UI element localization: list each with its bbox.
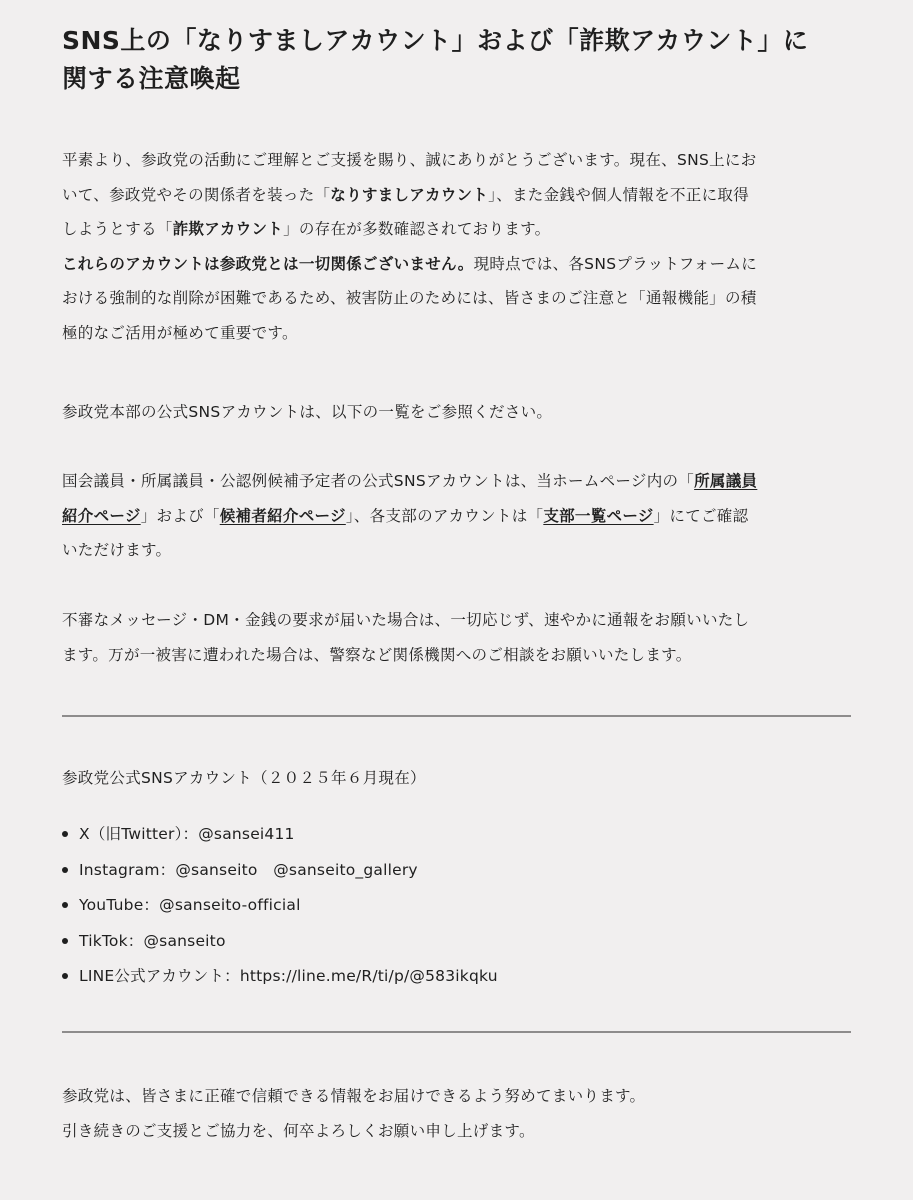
closing-paragraph xyxy=(62,1079,862,1148)
official-note-paragraph xyxy=(62,395,862,430)
accounts-heading: 参政党公式SNSアカウント（２０２５年６月現在） xyxy=(62,769,426,787)
divider-top xyxy=(62,715,851,717)
intro-paragraph xyxy=(62,143,862,350)
members-line-2: 紹介ページ」および「候補者紹介ページ」、各支部のアカウントは「支部一覧ページ」にてご確認 xyxy=(62,506,749,525)
title-line-2: 関する注意喚起 xyxy=(62,64,241,93)
accounts-list xyxy=(62,821,842,999)
branch-list-page-link[interactable]: 支部一覧ページ xyxy=(543,506,654,525)
intro-line-6: 極的なご活用が極めて重要です。 xyxy=(62,323,298,342)
official-note-text: 参政党本部の公式SNSアカウントは、以下の一覧をご参照ください。 xyxy=(62,403,553,421)
bullet-icon xyxy=(62,902,68,908)
account-item-tiktok: TikTok：@sanseito xyxy=(62,928,842,964)
members-paragraph xyxy=(62,464,862,568)
intro-line-3: しようとする「詐欺アカウント」の存在が多数確認されております。 xyxy=(62,220,551,238)
fraud-term: 詐欺アカウント xyxy=(172,220,284,238)
intro-line-5: おける強制的な削除が困難であるため、被害防止のためには、皆さまのご注意と「通報機能」の積 xyxy=(62,289,757,307)
closing-line-2: 引き続きのご支援とご協力を、何卒よろしくお願い申し上げます。 xyxy=(62,1121,535,1140)
member-intro-page-link-cont[interactable]: 紹介ページ xyxy=(62,506,141,525)
members-line-3: いただけます。 xyxy=(62,541,172,559)
account-item-x: X（旧Twitter）：@sansei411 xyxy=(62,821,842,857)
account-item-instagram: Instagram：@sanseito @sanseito_gallery xyxy=(62,857,842,893)
warning-paragraph xyxy=(62,603,862,672)
intro-line-1: 平素より、参政党の活動にご理解とご支援を賜り、誠にありがとうございます。現在、SNS上にお xyxy=(62,151,757,169)
warning-line-2: ます。万が一被害に遭われた場合は、警察など関係機関へのご相談をお願いいたします。 xyxy=(62,645,692,664)
bullet-icon xyxy=(62,867,68,873)
bullet-icon xyxy=(62,973,68,979)
account-item-youtube: YouTube：@sanseito-official xyxy=(62,892,842,928)
members-line-1: 国会議員・所属議員・公認例候補予定者の公式SNSアカウントは、当ホームページ内の「所属議員 xyxy=(62,472,758,490)
no-relation-statement: これらのアカウントは参政党とは一切関係ございません。 xyxy=(62,254,474,273)
bullet-icon xyxy=(62,938,68,944)
page-title xyxy=(62,22,862,98)
account-item-line: LINE公式アカウント：https://line.me/R/ti/p/@583ikqku xyxy=(62,963,842,999)
bullet-icon xyxy=(62,831,68,837)
intro-line-2: いて、参政党やその関係者を装った「なりすましアカウント」、また金銭や個人情報を不正に取得 xyxy=(62,185,750,204)
divider-bottom xyxy=(62,1031,851,1033)
title-line-1: SNS上の「なりすましアカウント」および「詐欺アカウント」に xyxy=(62,26,809,55)
intro-line-4: これらのアカウントは参政党とは一切関係ございません。現時点では、各SNSプラットフォームに xyxy=(62,254,758,273)
candidate-intro-page-link[interactable]: 候補者紹介ページ xyxy=(219,506,346,525)
warning-line-1: 不審なメッセージ・DM・金銭の要求が届いた場合は、一切応じず、速やかに通報をお願いいたし xyxy=(62,611,750,629)
member-intro-page-link[interactable]: 所属議員 xyxy=(694,472,758,490)
impersonation-term: なりすましアカウント xyxy=(330,185,489,204)
closing-line-1: 参政党は、皆さまに正確で信頼できる情報をお届けできるよう努めてまいります。 xyxy=(62,1087,646,1105)
